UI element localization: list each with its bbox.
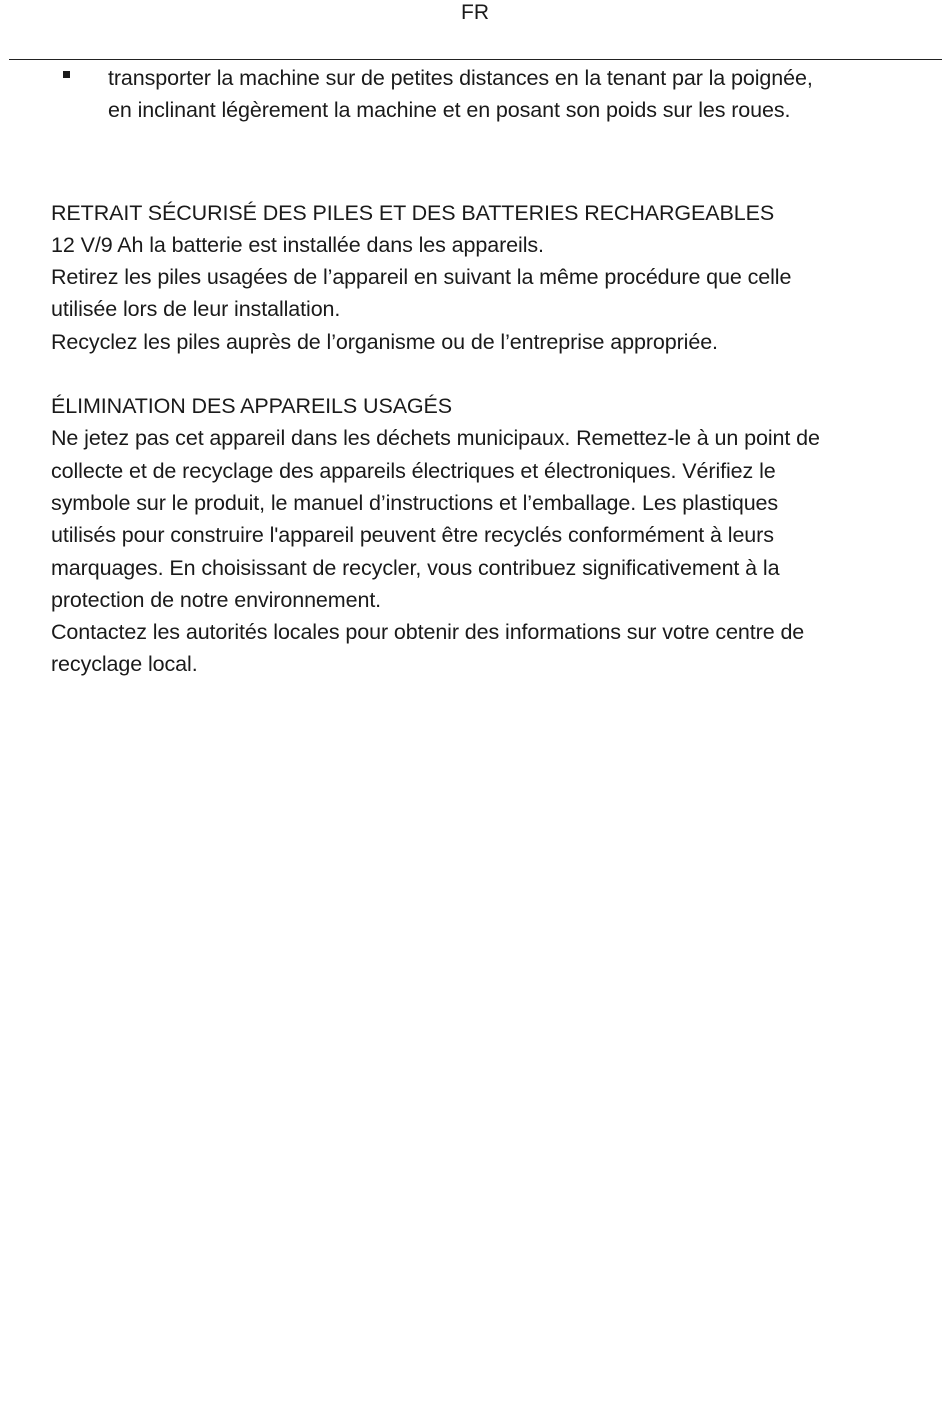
section-heading: RETRAIT SÉCURISÉ DES PILES ET DES BATTERIES RECHARGEABLES xyxy=(51,200,775,225)
paragraph-line: Ne jetez pas cet appareil dans les déchets municipaux. Remettez-le à un point de xyxy=(51,426,820,451)
square-bullet-icon xyxy=(63,71,70,78)
page-language-header: FR xyxy=(461,1,489,24)
bullet-item xyxy=(51,62,931,127)
paragraph-line: protection de notre environnement. xyxy=(51,587,382,612)
paragraph-line: Recyclez les piles auprès de l’organisme ou de l’entreprise appropriée. xyxy=(51,329,718,354)
paragraph-line: symbole sur le produit, le manuel d’instructions et l’emballage. Les plastiques xyxy=(51,490,779,515)
document-body xyxy=(51,62,931,681)
section-heading: ÉLIMINATION DES APPAREILS USAGÉS xyxy=(51,394,453,419)
header-divider xyxy=(9,59,942,60)
paragraph-line: recyclage local. xyxy=(51,652,198,677)
paragraph-line: 12 V/9 Ah la batterie est installée dans les appareils. xyxy=(51,232,544,257)
paragraph-line: utilisés pour construire l'appareil peuvent être recyclés conformément à leurs xyxy=(51,523,774,548)
paragraph-line: utilisée lors de leur installation. xyxy=(51,297,341,322)
paragraph-line: marquages. En choisissant de recycler, vous contribuez significativement à la xyxy=(51,555,780,580)
paragraph-line: Retirez les piles usagées de l’appareil en suivant la même procédure que celle xyxy=(51,265,792,290)
section-battery-removal xyxy=(51,197,931,358)
section-device-disposal xyxy=(51,390,931,681)
bullet-line: en inclinant légèrement la machine et en posant son poids sur les roues. xyxy=(108,98,791,123)
paragraph-line: Contactez les autorités locales pour obtenir des informations sur votre centre de xyxy=(51,620,805,645)
paragraph-line: collecte et de recyclage des appareils électriques et électroniques. Vérifiez le xyxy=(51,458,776,483)
bullet-line: transporter la machine sur de petites distances en la tenant par la poignée, xyxy=(108,66,813,90)
